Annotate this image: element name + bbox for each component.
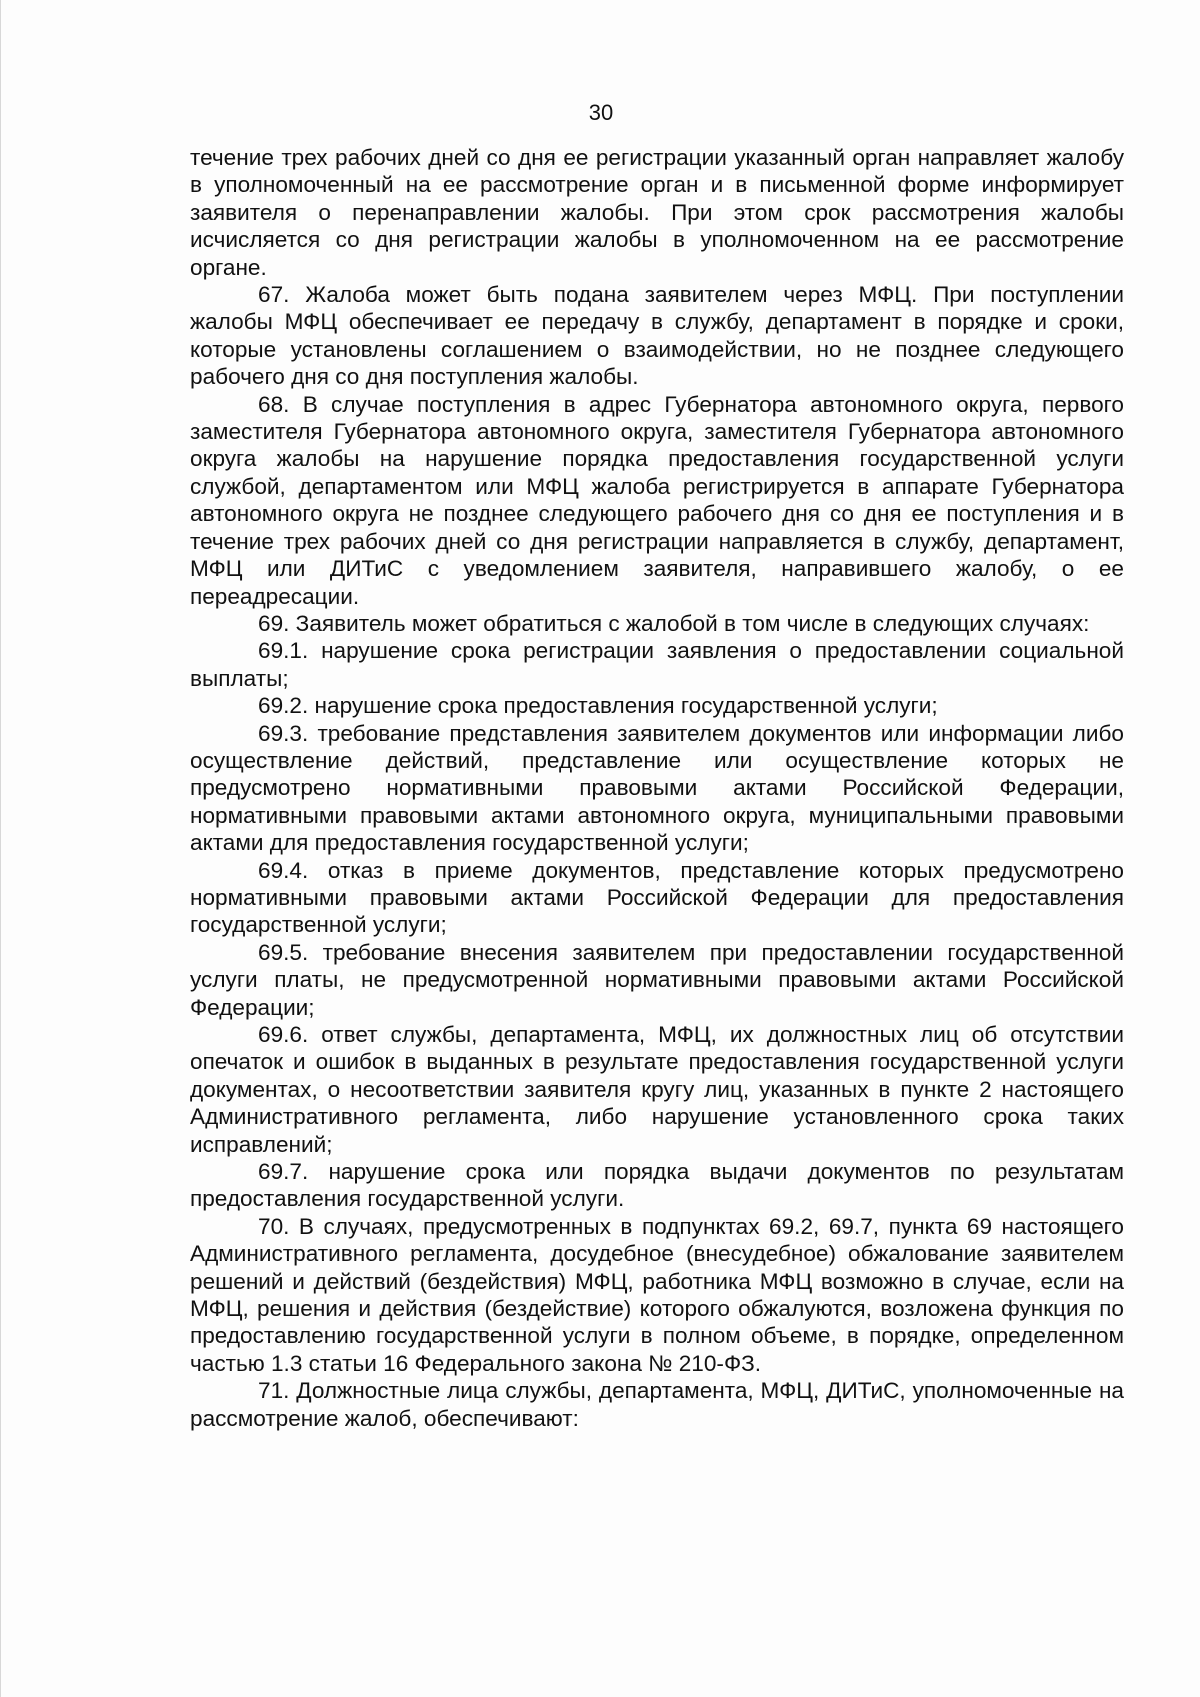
paragraph-67: 67. Жалоба может быть подана заявителем через МФЦ. При поступлении жалобы МФЦ обеспечивает ее передачу в службу, департамент в порядке и сроки, которые установлены соглашением о взаимодействии, но не позднее следующего рабочего дня со дня поступления жалобы.: [190, 282, 1124, 390]
paragraph-69-7: 69.7. нарушение срока или порядка выдачи документов по результатам предоставления государственной услуги.: [190, 1159, 1124, 1212]
paragraph-68: 68. В случае поступления в адрес Губернатора автономного округа, первого заместителя Губернатора автономного округа, заместителя Губернатора автономного округа жалобы на нарушение порядка предоставления государственной услуги службой, департаментом или МФЦ жалоба регистрируется в аппарате Губернатора автономного округа не позднее следующего рабочего дня со дня ее поступления и в течение трех рабочих дней со дня регистрации направляется в службу, департамент, МФЦ или ДИТиС с уведомлением заявителя, направившего жалобу, о ее переадресации.: [190, 391, 1124, 609]
paragraph-69-2: 69.2. нарушение срока предоставления государственной услуги;: [258, 693, 938, 719]
paragraph-69: 69. Заявитель может обратиться с жалобой в том числе в следующих случаях:: [258, 610, 1090, 636]
paragraph-69-6: 69.6. ответ службы, департамента, МФЦ, их должностных лиц об отсутствии опечаток и ошибок в выданных в результате предоставления государственной услуги документах, о несоответствии заявителя кругу лиц, указанных в пункте 2 настоящего Административного регламента, либо нарушение установленного срока таких исправлений;: [190, 1022, 1124, 1157]
document-body: [190, 144, 1124, 1432]
page-number: 30: [588, 100, 614, 125]
paragraph-71: 71. Должностные лица службы, департамента, МФЦ, ДИТиС, уполномоченные на рассмотрение жалоб, обеспечивают:: [190, 1378, 1124, 1431]
paragraph-69-5: 69.5. требование внесения заявителем при предоставлении государственной услуги платы, не предусмотренной нормативными правовыми актами Российской Федерации;: [190, 939, 1124, 1020]
paragraph-69-4: 69.4. отказ в приеме документов, представление которых предусмотрено нормативными правовыми актами Российской Федерации для предоставления государственной услуги;: [190, 857, 1124, 938]
paragraph-69-3: 69.3. требование представления заявителем документов или информации либо осуществление действий, представление или осуществление которых не предусмотрено нормативными правовыми актами Российской Федерации, нормативными правовыми актами автономного округа, муниципальными правовыми актами для предоставления государственной услуги;: [190, 720, 1124, 856]
paragraph-continuation: течение трех рабочих дней со дня ее регистрации указанный орган направляет жалобу в уполномоченный на ее рассмотрение орган и в письменной форме информирует заявителя о перенаправлении жалобы. При этом срок рассмотрения жалобы исчисляется со дня регистрации жалобы в уполномоченном на ее рассмотрение органе.: [190, 145, 1124, 280]
paragraph-69-1: 69.1. нарушение срока регистрации заявления о предоставлении социальной выплаты;: [190, 638, 1124, 691]
paragraph-70: 70. В случаях, предусмотренных в подпунктах 69.2, 69.7, пункта 69 настоящего Административного регламента, досудебное (внесудебное) обжалование заявителем решений и действий (бездействия) МФЦ, работника МФЦ возможно в случае, если на МФЦ, решения и действия (бездействие) которого обжалуются, возложена функция по предоставлению государственной услуги в полном объеме, в порядке, определенном частью 1.3 статьи 16 Федерального закона № 210-ФЗ.: [190, 1213, 1124, 1376]
